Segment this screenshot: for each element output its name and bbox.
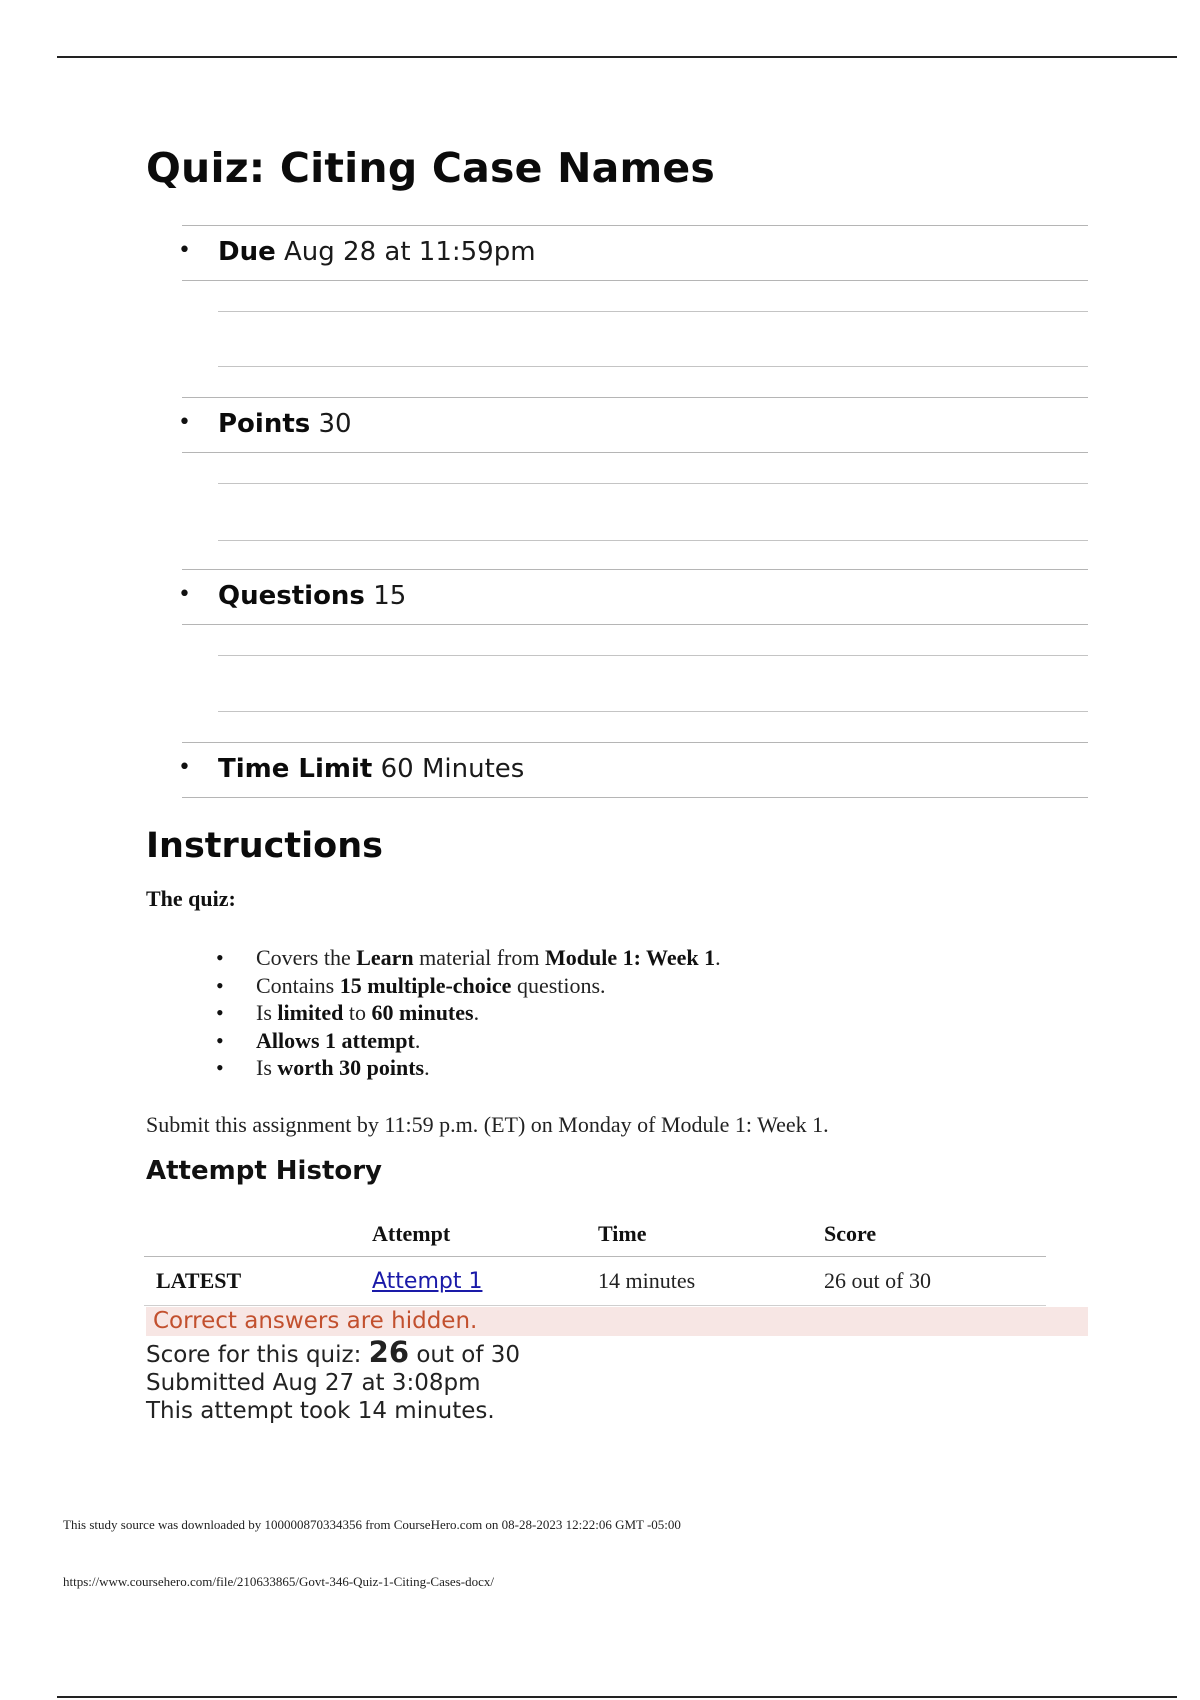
download-note: This study source was downloaded by 100000870334356 from CourseHero.com on 08-28-2023 12:22:06 GMT -05:00 (63, 1517, 681, 1532)
submitted-time: Submitted Aug 27 at 3:08pm (146, 1370, 481, 1396)
answers-hidden-notice: Correct answers are hidden. (146, 1307, 1088, 1336)
top-rule (57, 56, 1177, 58)
meta-questions (178, 569, 1088, 625)
divider (218, 655, 1088, 656)
divider (218, 311, 1088, 312)
meta-time-limit (178, 742, 1088, 798)
meta-due (178, 225, 1088, 281)
bullet-icon: • (178, 238, 191, 263)
instructions-list (216, 944, 721, 1082)
column-header: Time (586, 1212, 812, 1257)
quiz-summary (146, 1335, 521, 1425)
source-url: https://www.coursehero.com/file/210633865/Govt-346-Quiz-1-Citing-Cases-docx/ (63, 1574, 494, 1589)
attempt-history-heading: Attempt History (146, 1156, 383, 1186)
divider (218, 540, 1088, 541)
list-item: • Covers the Learn material from Module 1: Week 1. (216, 944, 721, 972)
quiz-score: Score for this quiz: 26 out of 30 (146, 1335, 521, 1369)
attempt-status: LATEST (144, 1257, 360, 1306)
column-header: Attempt (360, 1212, 586, 1257)
attempt-score: 26 out of 30 (812, 1257, 1046, 1306)
instructions-heading: Instructions (146, 826, 383, 866)
meta-value: Aug 28 at 11:59pm (284, 237, 536, 267)
bullet-icon: • (178, 755, 191, 780)
meta-points (178, 397, 1088, 453)
divider (218, 366, 1088, 367)
list-item: • Is limited to 60 minutes. (216, 999, 721, 1027)
meta-label: Time Limit (218, 754, 373, 784)
attempt-history-table (144, 1212, 1046, 1306)
score-value: 26 (368, 1335, 410, 1369)
instructions-intro: The quiz: (146, 886, 236, 911)
attempt-link[interactable]: Attempt 1 (372, 1269, 483, 1294)
bottom-rule (57, 1696, 1177, 1698)
divider (218, 483, 1088, 484)
list-item: • Is worth 30 points. (216, 1054, 721, 1082)
list-item: • Contains 15 multiple-choice questions. (216, 972, 721, 1000)
meta-value: 60 Minutes (380, 754, 525, 784)
divider (218, 711, 1088, 712)
column-header: Score (812, 1212, 1046, 1257)
table-header-row (144, 1212, 1046, 1257)
bullet-icon: • (178, 410, 191, 435)
meta-label: Questions (218, 581, 365, 611)
attempt-time: 14 minutes (586, 1257, 812, 1306)
table-row (144, 1257, 1046, 1306)
submit-note: Submit this assignment by 11:59 p.m. (ET) on Monday of Module 1: Week 1. (146, 1112, 829, 1137)
attempt-duration: This attempt took 14 minutes. (146, 1398, 495, 1424)
bullet-icon: • (178, 582, 191, 607)
meta-label: Due (218, 237, 276, 267)
page-title: Quiz: Citing Case Names (146, 144, 715, 192)
column-header (144, 1212, 360, 1257)
meta-label: Points (218, 409, 311, 439)
meta-value: 15 (373, 581, 407, 611)
meta-value: 30 (318, 409, 352, 439)
list-item: • Allows 1 attempt. (216, 1027, 721, 1055)
